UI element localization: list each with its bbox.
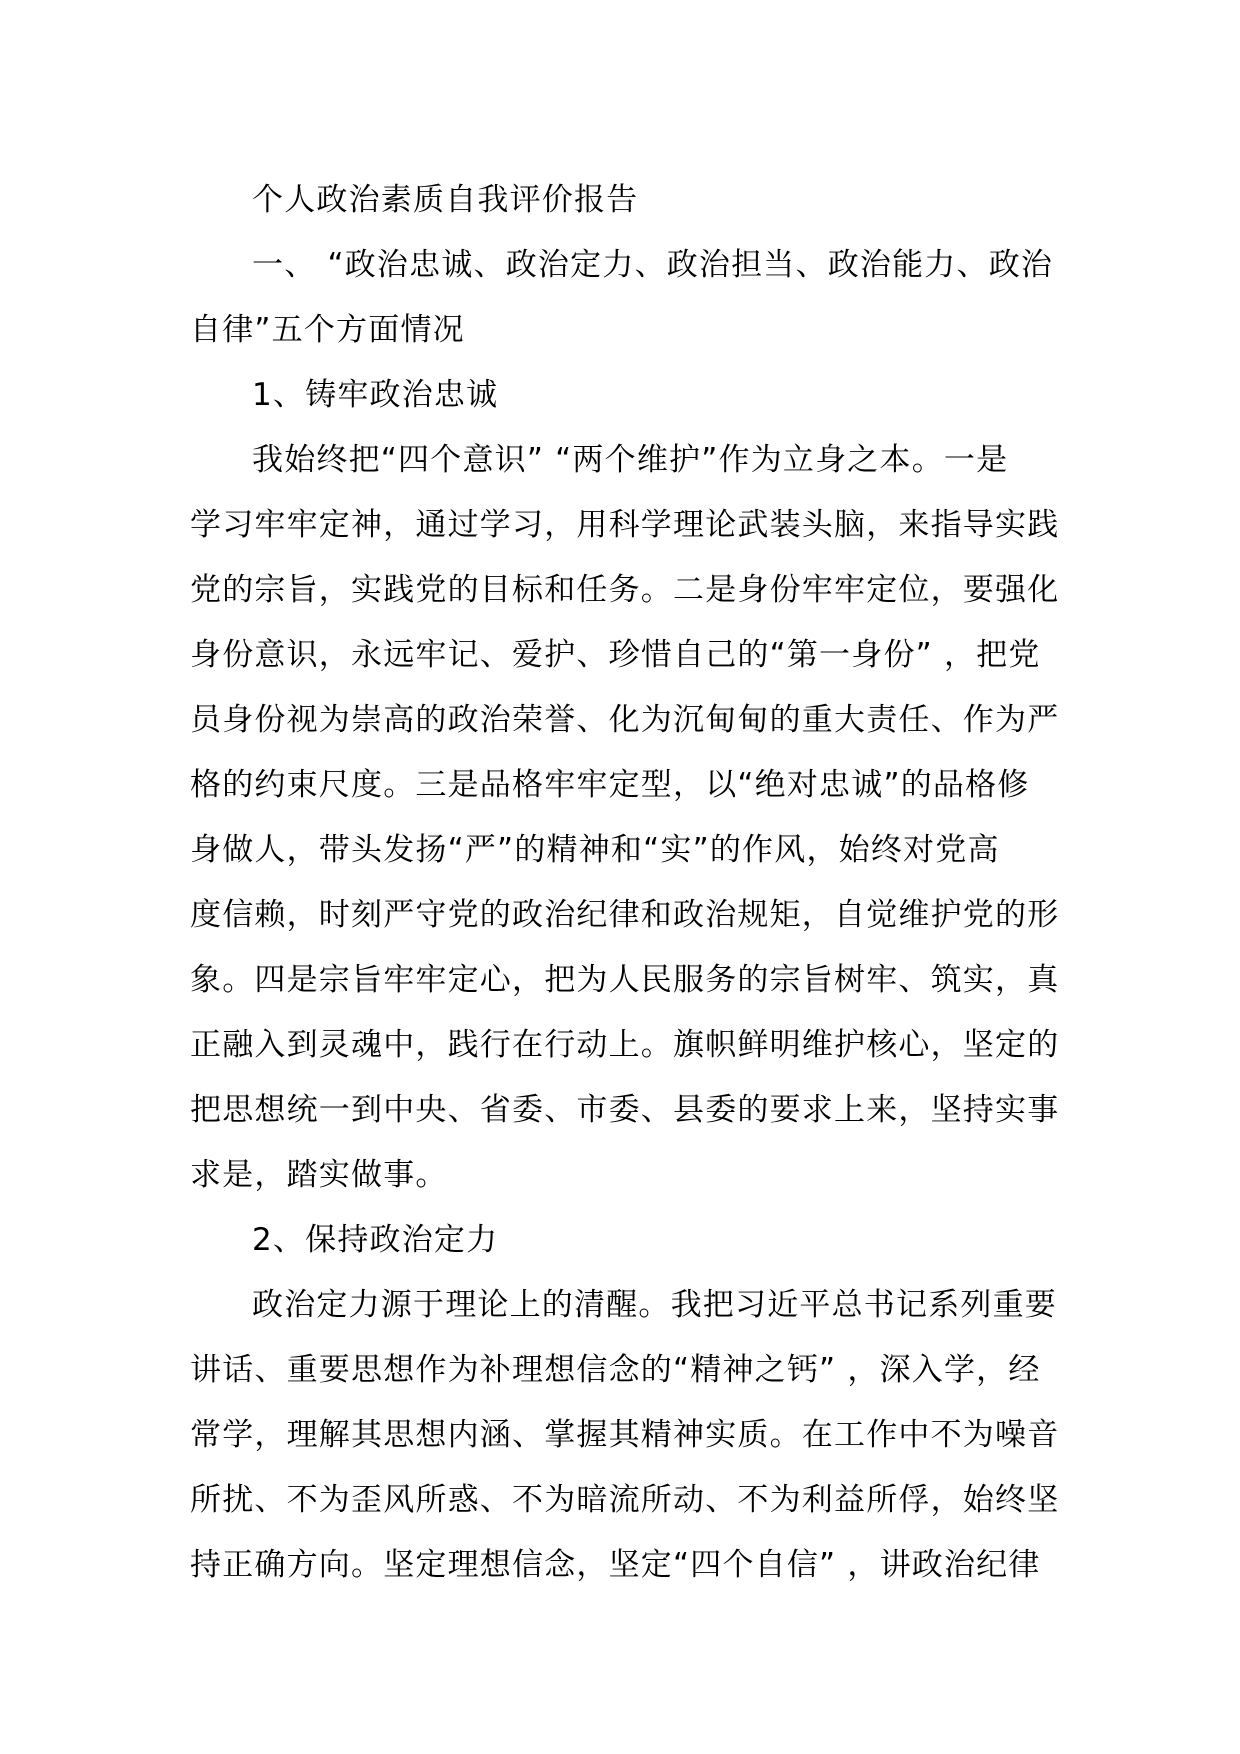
paragraph-line: 所扰、不为歪风所惑、不为暗流所动、不为利益所俘，始终坚 [190,1482,1060,1518]
paragraph-line: 把思想统一到中央、省委、市委、县委的要求上来，坚持实事 [190,1092,1060,1128]
section-heading-line: 一、 “政治忠诚、政治定力、政治担当、政治能力、政治 [252,247,1054,283]
subsection-heading: 2、保持政治定力 [252,1222,499,1258]
document-title: 个人政治素质自我评价报告 [252,182,639,218]
paragraph-line: 格的约束尺度。三是品格牢牢定型，以“绝对忠诚”的品格修 [190,767,1030,803]
paragraph-line: 学习牢牢定神，通过学习，用科学理论武装头脑，来指导实践 [190,507,1060,543]
paragraph-line: 党的宗旨，实践党的目标和任务。二是身份牢牢定位，要强化 [190,572,1060,608]
paragraph-line: 度信赖，时刻严守党的政治纪律和政治规矩，自觉维护党的形 [190,897,1060,933]
paragraph-line: 身做人，带头发扬“严”的精神和“实”的作风，始终对党高 [190,832,1000,868]
paragraph-line: 常学，理解其思想内涵、掌握其精神实质。在工作中不为噪音 [190,1417,1060,1453]
document-body [190,168,1070,1598]
subsection-heading: 1、铸牢政治忠诚 [252,377,499,413]
section-heading-line: 自律”五个方面情况 [190,312,465,348]
paragraph-line: 求是，踏实做事。 [190,1157,448,1193]
paragraph-line: 身份意识，永远牢记、爱护、珍惜自己的“第一身份” ，把党 [190,637,1041,673]
paragraph-line: 政治定力源于理论上的清醒。我把习近平总书记系列重要 [252,1287,1057,1323]
paragraph-line: 员身份视为崇高的政治荣誉、化为沉甸甸的重大责任、作为严 [190,702,1060,738]
paragraph-line: 持正确方向。坚定理想信念，坚定“四个自信” ，讲政治纪律 [190,1547,1041,1583]
paragraph-line: 我始终把“四个意识” “两个维护”作为立身之本。一是 [252,442,1009,478]
paragraph-line: 象。四是宗旨牢牢定心，把为人民服务的宗旨树牢、筑实，真 [190,962,1060,998]
paragraph-line: 讲话、重要思想作为补理想信念的“精神之钙” ，深入学，经 [190,1352,1041,1388]
paragraph-line: 正融入到灵魂中，践行在行动上。旗帜鲜明维护核心，坚定的 [190,1027,1060,1063]
